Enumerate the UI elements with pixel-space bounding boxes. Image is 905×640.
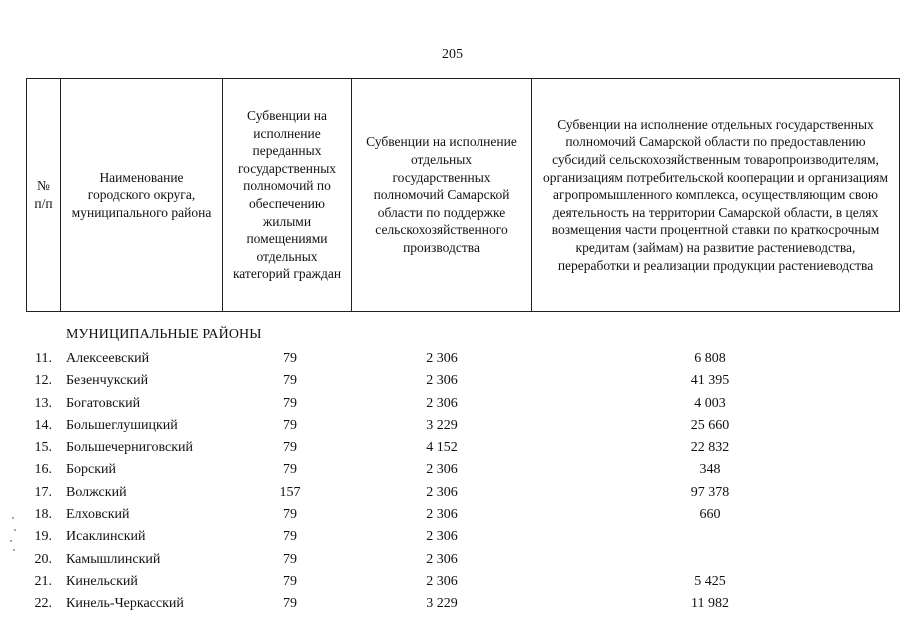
row-number: 20. bbox=[34, 551, 52, 567]
row-agriculture-value: 2 306 bbox=[426, 351, 458, 366]
row-number: 14. bbox=[34, 417, 52, 433]
row-number: 21. bbox=[34, 573, 52, 589]
scan-specks bbox=[8, 515, 18, 555]
table-row bbox=[0, 393, 905, 415]
row-agriculture-value: 3 229 bbox=[426, 596, 458, 612]
table-row bbox=[0, 504, 905, 526]
header-name: Наименование городского округа, муниципального района bbox=[61, 79, 223, 312]
row-agriculture-value: 2 306 bbox=[426, 529, 458, 545]
header-interest-subsidy-subvention: Субвенции на исполнение отдельных государственных полномочий Самарской области по предоставлению субсидий сельскохозяйственным товаропроизводителям, организациям потребительской кооперации и организациям агропромышленного комплекса, осуществляющим свою деятельность на территории Самарской области, в целях возмещения части процентной ставки по краткосрочным кредитам (займам) на развитие растениеводства, переработки и реализации продукции растениеводства bbox=[532, 79, 900, 312]
row-number: 17. bbox=[34, 484, 52, 500]
row-housing-value: 79 bbox=[283, 573, 297, 589]
row-number: 15. bbox=[34, 440, 52, 456]
row-housing-value: 79 bbox=[283, 462, 297, 478]
row-interest-subsidy-value: 41 395 bbox=[690, 373, 730, 389]
row-district-name: Елховский bbox=[66, 507, 130, 523]
table-row bbox=[0, 571, 905, 593]
table-row bbox=[0, 482, 905, 504]
table-body bbox=[0, 348, 905, 616]
row-district-name: Богатовский bbox=[66, 395, 141, 411]
row-district-name: Камышлинский bbox=[66, 551, 161, 567]
row-interest-subsidy-value: 97 378 bbox=[690, 484, 730, 500]
row-number: 13. bbox=[34, 395, 52, 411]
row-housing-value: 79 bbox=[283, 351, 297, 366]
row-agriculture-value: 2 306 bbox=[426, 462, 458, 478]
section-title: МУНИЦИПАЛЬНЫЕ РАЙОНЫ bbox=[66, 327, 262, 342]
row-district-name: Большеглушицкий bbox=[66, 417, 178, 433]
row-housing-value: 79 bbox=[283, 395, 297, 411]
row-district-name: Кинель-Черкасский bbox=[66, 596, 184, 612]
header-housing-subvention: Субвенции на исполнение переданных государственных полномочий по обеспечению жилыми помещениями отдельных категорий граждан bbox=[223, 79, 352, 312]
row-interest-subsidy-value: 25 660 bbox=[690, 417, 730, 433]
row-number: 12. bbox=[34, 373, 52, 389]
row-agriculture-value: 2 306 bbox=[426, 551, 458, 567]
row-number: 22. bbox=[34, 596, 52, 612]
row-interest-subsidy-value: 6 808 bbox=[694, 351, 726, 366]
row-number: 16. bbox=[34, 462, 52, 478]
header-agriculture-subvention: Субвенции на исполнение отдельных государственных полномочий Самарской области по поддержке сельскохозяйственного производства bbox=[352, 79, 532, 312]
row-agriculture-value: 2 306 bbox=[426, 395, 458, 411]
row-interest-subsidy-value: 4 003 bbox=[694, 395, 726, 411]
row-interest-subsidy-value: 22 832 bbox=[690, 440, 730, 456]
table-row bbox=[0, 593, 905, 615]
page-number: 205 bbox=[442, 47, 463, 62]
row-housing-value: 79 bbox=[283, 596, 297, 612]
row-district-name: Безенчукский bbox=[66, 373, 149, 389]
table-row bbox=[0, 370, 905, 392]
table-row bbox=[0, 348, 905, 370]
table-row bbox=[0, 437, 905, 459]
row-agriculture-value: 2 306 bbox=[426, 373, 458, 389]
row-interest-subsidy-value: 5 425 bbox=[694, 573, 726, 589]
row-housing-value: 79 bbox=[283, 551, 297, 567]
table-row bbox=[0, 549, 905, 571]
row-district-name: Большечерниговский bbox=[66, 440, 194, 456]
row-agriculture-value: 3 229 bbox=[426, 417, 458, 433]
row-agriculture-value: 2 306 bbox=[426, 484, 458, 500]
row-agriculture-value: 4 152 bbox=[426, 440, 458, 456]
row-interest-subsidy-value: 660 bbox=[699, 507, 721, 523]
row-housing-value: 79 bbox=[283, 417, 297, 433]
table-row bbox=[0, 459, 905, 481]
row-number: 19. bbox=[34, 529, 52, 545]
row-housing-value: 79 bbox=[283, 529, 297, 545]
row-housing-value: 79 bbox=[283, 507, 297, 523]
row-number: 18. bbox=[34, 507, 52, 523]
row-housing-value: 79 bbox=[283, 440, 297, 456]
row-district-name: Борский bbox=[66, 462, 117, 478]
row-district-name: Алексеевский bbox=[66, 351, 150, 366]
row-interest-subsidy-value: 11 982 bbox=[691, 596, 729, 612]
row-housing-value: 79 bbox=[283, 373, 297, 389]
row-agriculture-value: 2 306 bbox=[426, 573, 458, 589]
row-interest-subsidy-value: 348 bbox=[699, 462, 721, 478]
table-row bbox=[0, 415, 905, 437]
row-agriculture-value: 2 306 bbox=[426, 507, 458, 523]
header-number: № п/п bbox=[27, 79, 61, 312]
row-housing-value: 157 bbox=[279, 484, 301, 500]
table-header bbox=[26, 78, 900, 312]
row-district-name: Исаклинский bbox=[66, 529, 146, 545]
table-row bbox=[0, 526, 905, 548]
row-district-name: Волжский bbox=[66, 484, 127, 500]
row-number: 11. bbox=[35, 351, 52, 366]
row-district-name: Кинельский bbox=[66, 573, 138, 589]
